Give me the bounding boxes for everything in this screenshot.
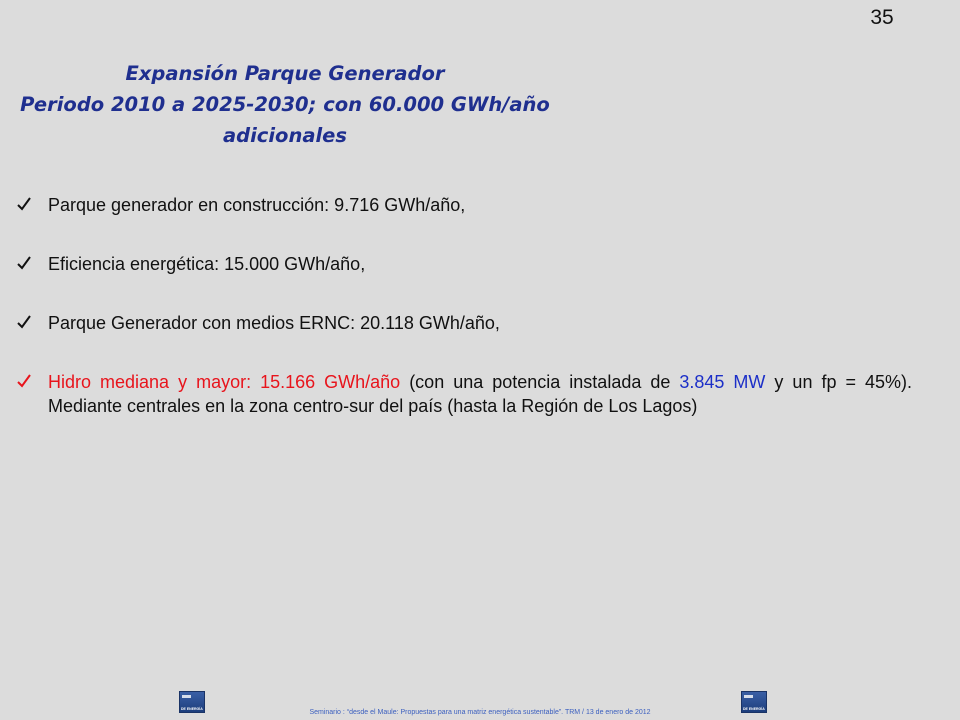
hydro-text-part: y un fp = 45%). Mediante centrales en la zona centro-sur del país (hasta la Región de Los Lagos) — [48, 372, 913, 416]
title-line-1: Expansión Parque Generador — [125, 62, 445, 85]
slide-title — [0, 58, 570, 151]
checkmark-icon — [16, 196, 32, 212]
ministry-logo-right: DE ENERGÍA — [741, 691, 767, 713]
page-number: 35 — [870, 6, 894, 29]
hydro-capacity-text: 3.845 MW — [679, 372, 766, 392]
bullet-item-efficiency — [16, 252, 912, 276]
checkmark-icon — [16, 255, 32, 271]
title-line-2: Periodo 2010 a 2025-2030; con 60.000 GWh/año — [20, 93, 550, 116]
bullet-text: Parque generador en construcción: 9.716 GWh/año, — [48, 195, 466, 215]
bullet-list — [16, 193, 912, 453]
footer-text: Seminario : “desde el Maule: Propuestas para una matriz energética sustentable”. TRM / 13 de enero de 2012 — [309, 709, 651, 716]
hydro-highlight-text: Hidro mediana y mayor: 15.166 GWh/año — [48, 372, 401, 392]
bullet-text: Eficiencia energética: 15.000 GWh/año, — [48, 254, 366, 274]
footer — [0, 690, 960, 720]
checkmark-icon — [16, 314, 32, 330]
bullet-item-hydro — [16, 370, 912, 418]
hydro-text-part: (con una potencia instalada de — [400, 372, 680, 392]
bullet-item-ernc — [16, 311, 912, 335]
bullet-text: Parque Generador con medios ERNC: 20.118 GWh/año, — [48, 313, 500, 333]
title-line-3: adicionales — [223, 124, 347, 147]
checkmark-icon-red — [16, 373, 32, 389]
ministry-logo-left: DE ENERGÍA — [179, 691, 205, 713]
bullet-item-construction — [16, 193, 912, 217]
